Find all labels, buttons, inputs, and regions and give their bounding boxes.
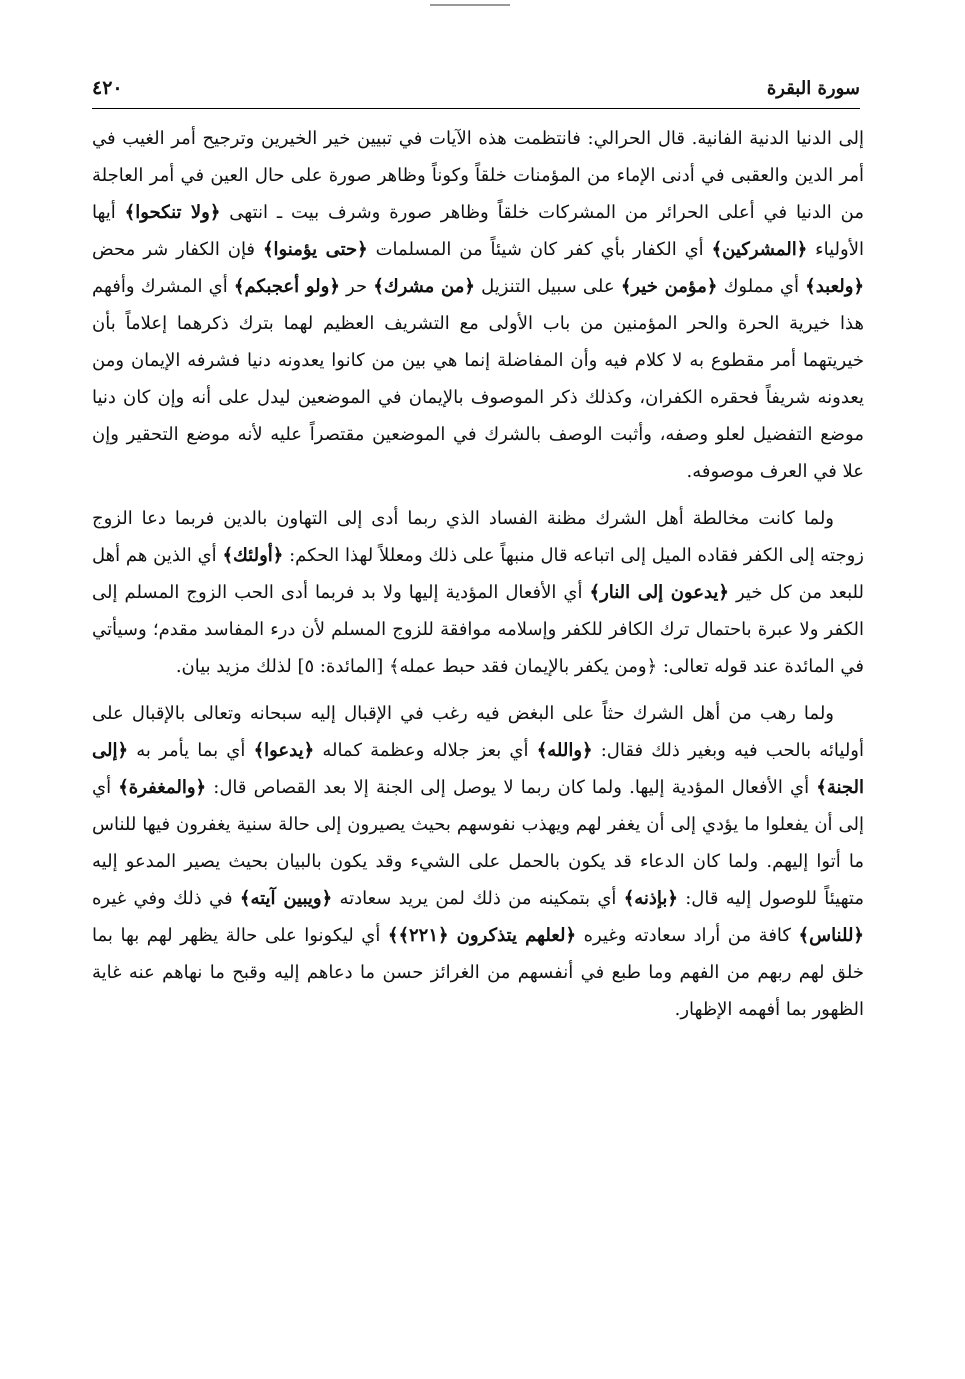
paragraph-3 — [92, 695, 864, 1028]
text-run: أي المشرك وأفهم هذا خيرية الحرة والحر المؤمنين من باب الأولى مع التشريف العظيم لهما بترك ذكرهما إعلاماً بأن خيريتهما أمر مقطوع به لا كلام فيه وأن المفاضلة إنما هي بين من كانوا يعدونه دنيا فشرفه الإيمان ومن يعدونه شريفاً فحقره الكفران، وكذلك ذكر الموصوف بالإيمان في الموضعين ليدل على أنه وإن كان دنيا موضع التفضيل لعلو وصفه، وأثبت الوصف بالشرك في الموضعين مقتصراً عليه لأنه موضع التحقير وإن علا في العرف موصوفه. — [92, 276, 864, 482]
text-run: أي إلى أن يفعلوا ما يؤدي إلى أن يغفر لهم ويهذب نفوسهم بحيث يصيرون إلى حالة سنية يغفرون فيها للناس ما أتوا إليهم. ولما كان الدعاء قد يكون بالحمل على الشيء وقد يكون بالبيان بحيث يصير المدعو إليه متهيئاً للوصول إليه قال: — [92, 777, 864, 909]
quran-quote: ﴿أولئك﴾ — [222, 545, 284, 566]
text-run: [المائدة: ٥] لذلك مزيد بيان. — [175, 656, 389, 677]
text-run: ﴿ومن يكفر بالإيمان فقد حبط عمله﴾ — [388, 656, 658, 677]
page-header — [92, 72, 860, 104]
quran-quote: ﴿مؤمن خير﴾ — [620, 276, 718, 297]
quran-quote: ﴿ولا تنكحوا﴾ — [124, 202, 221, 223]
text-run: فإن الكفار شر محض — [92, 239, 263, 260]
text-run: أي الأفعال المؤدية إليها ولا بد فربما أدى الحب الزوج المسلم إلى الكفر ولا عبرة باحتمال ترك الكافر للكفر وإسلامه موافقة للزوج المسلم لأن درء المفاسد مقدم؛ وسيأتي في المائدة عند قوله تعالى: — [92, 582, 864, 677]
quran-quote: ﴿والمغفرة﴾ — [118, 777, 207, 798]
text-run: أي الكفار بأي كفر كان شيئاً من المسلمات — [367, 239, 712, 260]
text-run: ولما كانت مخالطة أهل الشرك مظنة الفساد الذي ربما أدى إلى التهاون بالدين فربما دعا الزوج زوجته إلى الكفر فقاده الميل إلى اتباعه قال منبهاً على ذلك ومعللاً لهذا الحكم: — [92, 508, 864, 566]
quran-quote: ﴿من مشرك﴾ — [373, 276, 475, 297]
quran-quote: ﴿والله﴾ — [536, 740, 593, 761]
text-run: على سبيل التنزيل — [474, 276, 621, 297]
text-run: أي بعز جلاله وعظمة كماله — [314, 740, 537, 761]
page-number: ٤٢٠ — [92, 77, 123, 99]
quran-quote: ﴿يدعون إلى النار﴾ — [589, 582, 729, 603]
header-divider — [92, 108, 860, 109]
quran-quote: ﴿للناس﴾ — [798, 925, 864, 946]
quran-quote: ﴿لعلهم يتذكرون ﴿٢٢١﴾﴾ — [387, 925, 577, 946]
quran-quote: ﴿المشركين﴾ — [711, 239, 808, 260]
text-run: إلى الدنيا الدنية الفانية. قال الحرالي: فانتظمت هذه الآيات في تبيين خير الخيرين وترجيح أمر الغيب في أمر الدين والعقبى في أدنى الإماء من المؤمنات خلقاً وكوناً وظاهر صورة على حال العين في أمر العاجلة من الدنيا في أعلى الحرائر من المشركات خلقاً وظاهر صورة وشرف بيت ـ انتهى — [92, 128, 864, 223]
scan-mark — [430, 4, 510, 6]
paragraph-2 — [92, 500, 864, 685]
text-run: أي الذين هم أهل للبعد من كل خير — [92, 545, 864, 603]
text-run: أي الأفعال المؤدية إليها. ولما كان ربما لا يوصل إلى الجنة إلا بعد القصاص قال: — [206, 777, 817, 798]
text-run: ولما رهب من أهل الشرك حثاً على البغض فيه رغب في الإقبال إليه سبحانه وتعالى بالإقبال على أوليائه بالحب فيه وبغير ذلك فقال: — [92, 703, 864, 761]
quran-quote: ﴿ولعبد﴾ — [805, 276, 864, 297]
quran-quote: ﴿إلى الجنة﴾ — [92, 740, 864, 798]
text-run: كافة من أراد سعادته وغيره — [576, 925, 799, 946]
text-run: أي ليكونوا على حالة يظهر لهم بها بما خلق لهم ربهم من الفهم وما طبع في أنفسهم من الغرائز حسن ما دعاهم إليه وقبح ما نهاهم عنه غاية الظهور بما أفهمه الإظهار. — [92, 925, 864, 1020]
quran-quote: ﴿حتى يؤمنوا﴾ — [262, 239, 368, 260]
text-run: حر — [339, 276, 374, 297]
quran-quote: ﴿يدعوا﴾ — [253, 740, 315, 761]
quran-quote: ﴿ويبين آيته﴾ — [239, 888, 333, 909]
quran-quote: ﴿بإذنه﴾ — [623, 888, 678, 909]
text-run: أي بتمكينه من ذلك لمن يريد سعادته — [332, 888, 624, 909]
page-body — [92, 120, 864, 1320]
text-run: أي مملوك — [717, 276, 806, 297]
text-run: في ذلك وفي غيره — [92, 888, 240, 909]
quran-quote: ﴿ولو أعجبكم﴾ — [233, 276, 340, 297]
paragraph-1 — [92, 120, 864, 490]
text-run: أيها الأولياء — [92, 202, 864, 260]
text-run: أي بما يأمر به — [128, 740, 254, 761]
surah-title: سورة البقرة — [766, 77, 860, 99]
